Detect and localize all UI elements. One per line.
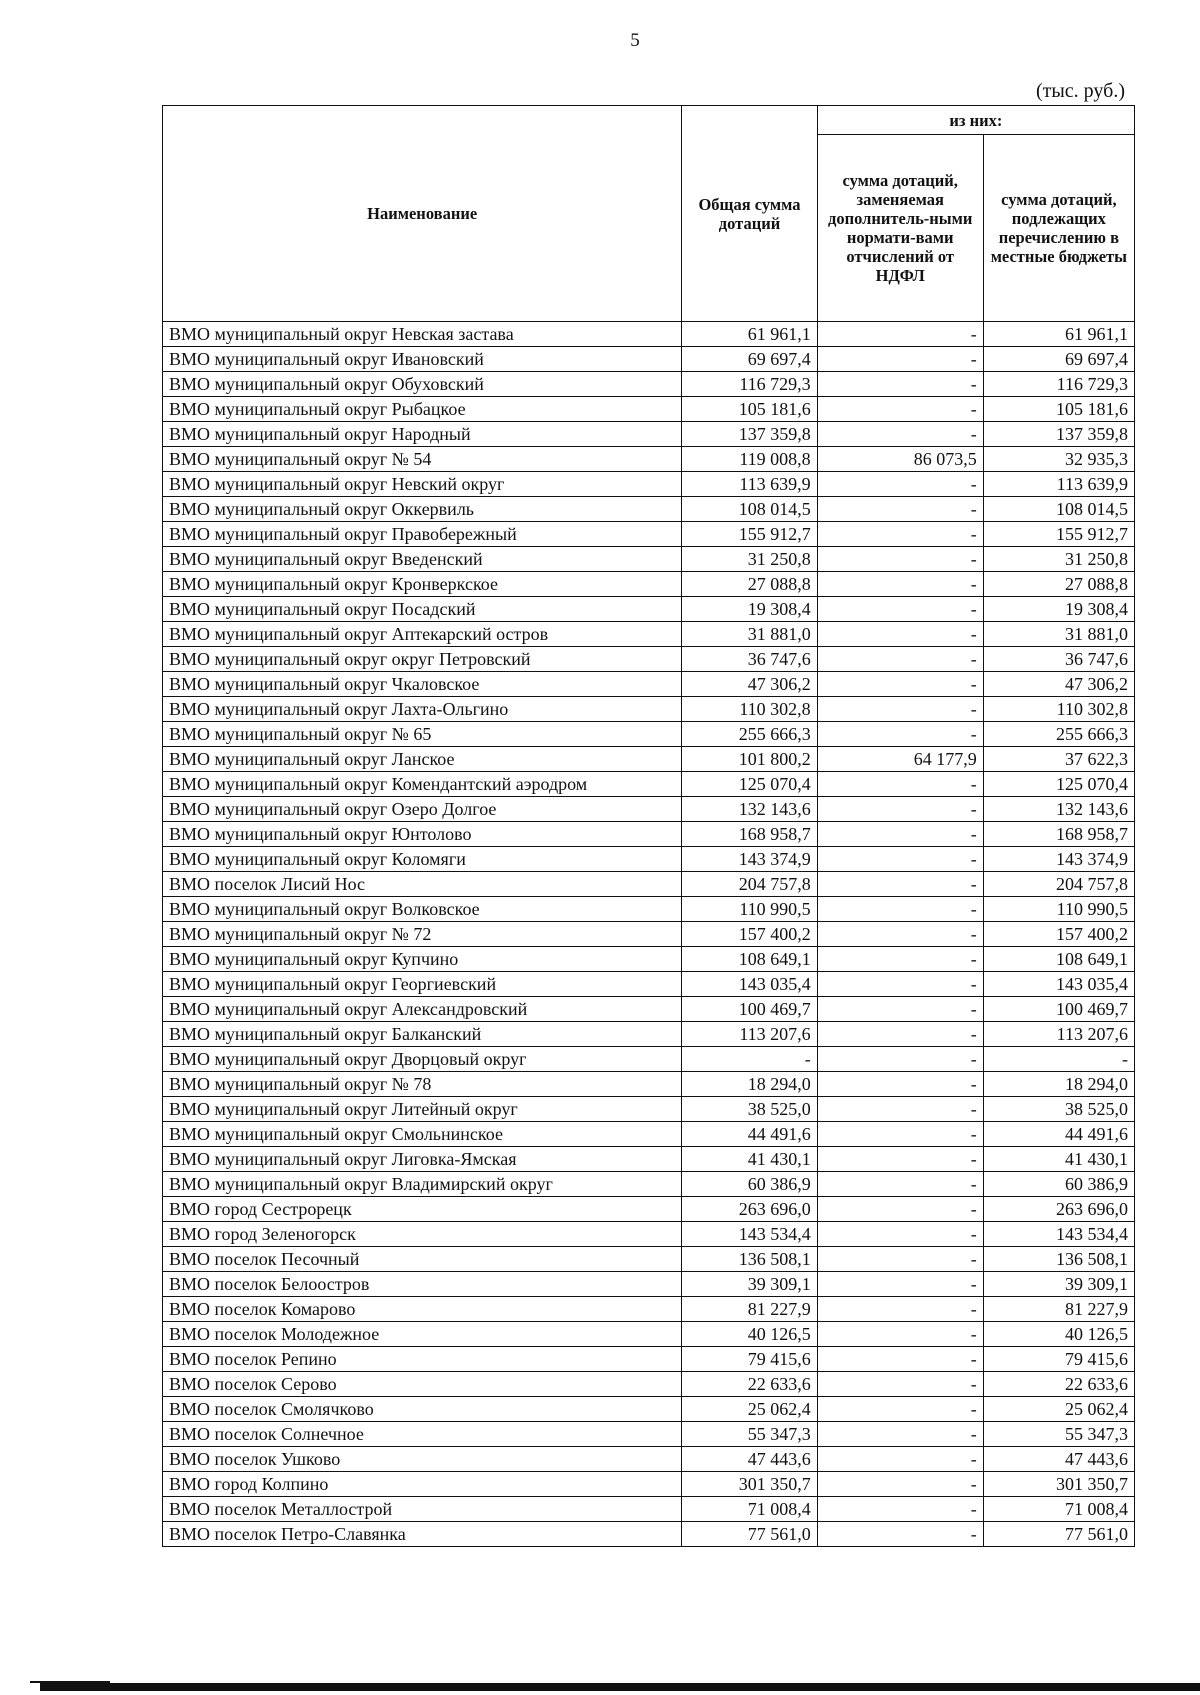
cell-total: 41 430,1 xyxy=(682,1147,817,1172)
cell-local: 301 350,7 xyxy=(983,1472,1134,1497)
table-row xyxy=(163,347,1135,372)
cell-total: 101 800,2 xyxy=(682,747,817,772)
cell-name: ВМО поселок Репино xyxy=(163,1347,682,1372)
cell-ndfl: - xyxy=(817,722,983,747)
cell-total: 79 415,6 xyxy=(682,1347,817,1372)
cell-ndfl: - xyxy=(817,497,983,522)
cell-total: 61 961,1 xyxy=(682,322,817,347)
cell-local: 204 757,8 xyxy=(983,872,1134,897)
table-row xyxy=(163,1372,1135,1397)
cell-ndfl: - xyxy=(817,622,983,647)
table-row xyxy=(163,672,1135,697)
table-row xyxy=(163,472,1135,497)
cell-ndfl: - xyxy=(817,1247,983,1272)
cell-total: 157 400,2 xyxy=(682,922,817,947)
cell-ndfl: - xyxy=(817,522,983,547)
cell-total: 116 729,3 xyxy=(682,372,817,397)
table-row xyxy=(163,997,1135,1022)
table-row xyxy=(163,1172,1135,1197)
table-row xyxy=(163,797,1135,822)
cell-name: ВМО муниципальный округ Лахта-Ольгино xyxy=(163,697,682,722)
cell-total: 105 181,6 xyxy=(682,397,817,422)
cell-ndfl: 64 177,9 xyxy=(817,747,983,772)
cell-name: ВМО муниципальный округ № 78 xyxy=(163,1072,682,1097)
cell-local: 113 207,6 xyxy=(983,1022,1134,1047)
cell-total: 113 639,9 xyxy=(682,472,817,497)
cell-name: ВМО поселок Песочный xyxy=(163,1247,682,1272)
cell-ndfl: - xyxy=(817,597,983,622)
cell-total: 137 359,8 xyxy=(682,422,817,447)
cell-name: ВМО муниципальный округ Владимирский округ xyxy=(163,1172,682,1197)
cell-name: ВМО муниципальный округ Коломяги xyxy=(163,847,682,872)
cell-local: 60 386,9 xyxy=(983,1172,1134,1197)
table-row xyxy=(163,972,1135,997)
cell-ndfl: - xyxy=(817,1447,983,1472)
cell-total: 71 008,4 xyxy=(682,1497,817,1522)
cell-name: ВМО муниципальный округ Озеро Долгое xyxy=(163,797,682,822)
cell-local: 22 633,6 xyxy=(983,1372,1134,1397)
cell-ndfl: - xyxy=(817,697,983,722)
cell-local: 18 294,0 xyxy=(983,1072,1134,1097)
cell-name: ВМО муниципальный округ Волковское xyxy=(163,897,682,922)
cell-local: 113 639,9 xyxy=(983,472,1134,497)
cell-name: ВМО муниципальный округ Смольнинское xyxy=(163,1122,682,1147)
table-row xyxy=(163,322,1135,347)
cell-total: 31 250,8 xyxy=(682,547,817,572)
cell-ndfl: - xyxy=(817,922,983,947)
cell-name: ВМО поселок Белоостров xyxy=(163,1272,682,1297)
cell-name: ВМО муниципальный округ Дворцовый округ xyxy=(163,1047,682,1072)
cell-ndfl: - xyxy=(817,997,983,1022)
cell-local: 137 359,8 xyxy=(983,422,1134,447)
table-row xyxy=(163,847,1135,872)
cell-total: 263 696,0 xyxy=(682,1197,817,1222)
cell-total: 168 958,7 xyxy=(682,822,817,847)
table-row xyxy=(163,1097,1135,1122)
table-row xyxy=(163,1072,1135,1097)
table-row xyxy=(163,1047,1135,1072)
cell-name: ВМО муниципальный округ № 65 xyxy=(163,722,682,747)
cell-name: ВМО поселок Смолячково xyxy=(163,1397,682,1422)
cell-ndfl: - xyxy=(817,947,983,972)
cell-ndfl: - xyxy=(817,1197,983,1222)
cell-ndfl: - xyxy=(817,972,983,997)
cell-name: ВМО муниципальный округ Лиговка-Ямская xyxy=(163,1147,682,1172)
cell-total: 19 308,4 xyxy=(682,597,817,622)
cell-ndfl: - xyxy=(817,547,983,572)
cell-total: 110 302,8 xyxy=(682,697,817,722)
table-row xyxy=(163,1297,1135,1322)
cell-local: 116 729,3 xyxy=(983,372,1134,397)
cell-total: - xyxy=(682,1047,817,1072)
cell-local: 38 525,0 xyxy=(983,1097,1134,1122)
header-local: сумма дотаций, подлежащих перечислению в местные бюджеты xyxy=(983,135,1134,322)
cell-local: 105 181,6 xyxy=(983,397,1134,422)
cell-ndfl: - xyxy=(817,1297,983,1322)
table-row xyxy=(163,772,1135,797)
cell-total: 31 881,0 xyxy=(682,622,817,647)
cell-ndfl: - xyxy=(817,1522,983,1547)
table-row xyxy=(163,522,1135,547)
header-name: Наименование xyxy=(163,106,682,322)
cell-total: 113 207,6 xyxy=(682,1022,817,1047)
cell-local: 69 697,4 xyxy=(983,347,1134,372)
cell-name: ВМО город Зеленогорск xyxy=(163,1222,682,1247)
header-total: Общая сумма дотаций xyxy=(682,106,817,322)
table-row xyxy=(163,697,1135,722)
cell-name: ВМО муниципальный округ Посадский xyxy=(163,597,682,622)
cell-name: ВМО поселок Комарово xyxy=(163,1297,682,1322)
cell-ndfl: - xyxy=(817,1047,983,1072)
cell-total: 143 035,4 xyxy=(682,972,817,997)
table-row xyxy=(163,1347,1135,1372)
table-row xyxy=(163,647,1135,672)
cell-ndfl: - xyxy=(817,872,983,897)
cell-ndfl: - xyxy=(817,647,983,672)
table-row xyxy=(163,872,1135,897)
cell-ndfl: - xyxy=(817,1397,983,1422)
table-row xyxy=(163,1472,1135,1497)
cell-ndfl: - xyxy=(817,347,983,372)
cell-ndfl: - xyxy=(817,422,983,447)
cell-ndfl: - xyxy=(817,1147,983,1172)
table-row xyxy=(163,822,1135,847)
cell-local: 39 309,1 xyxy=(983,1272,1134,1297)
cell-ndfl: - xyxy=(817,847,983,872)
cell-local: 47 443,6 xyxy=(983,1447,1134,1472)
table-row xyxy=(163,497,1135,522)
table-row xyxy=(163,1522,1135,1547)
table-row xyxy=(163,922,1135,947)
cell-local: 143 534,4 xyxy=(983,1222,1134,1247)
table-row xyxy=(163,1147,1135,1172)
cell-total: 44 491,6 xyxy=(682,1122,817,1147)
cell-ndfl: - xyxy=(817,372,983,397)
units-note: (тыс. руб.) xyxy=(1035,80,1125,102)
cell-total: 301 350,7 xyxy=(682,1472,817,1497)
table-row xyxy=(163,1422,1135,1447)
cell-name: ВМО муниципальный округ № 54 xyxy=(163,447,682,472)
cell-total: 132 143,6 xyxy=(682,797,817,822)
cell-local: 79 415,6 xyxy=(983,1347,1134,1372)
page-number: 5 xyxy=(630,30,640,51)
cell-local: 110 302,8 xyxy=(983,697,1134,722)
cell-local: 263 696,0 xyxy=(983,1197,1134,1222)
cell-local: 19 308,4 xyxy=(983,597,1134,622)
cell-ndfl: - xyxy=(817,797,983,822)
table-row xyxy=(163,1247,1135,1272)
cell-total: 81 227,9 xyxy=(682,1297,817,1322)
cell-name: ВМО муниципальный округ Оккервиль xyxy=(163,497,682,522)
cell-name: ВМО муниципальный округ Невская застава xyxy=(163,322,682,347)
cell-name: ВМО муниципальный округ Георгиевский xyxy=(163,972,682,997)
cell-ndfl: - xyxy=(817,1072,983,1097)
table-row xyxy=(163,1222,1135,1247)
cell-total: 204 757,8 xyxy=(682,872,817,897)
subsidies-table xyxy=(162,105,1135,1547)
cell-local: 136 508,1 xyxy=(983,1247,1134,1272)
table-row xyxy=(163,422,1135,447)
cell-local: 168 958,7 xyxy=(983,822,1134,847)
table-row xyxy=(163,1322,1135,1347)
table-row xyxy=(163,1272,1135,1297)
cell-local: 32 935,3 xyxy=(983,447,1134,472)
cell-total: 47 306,2 xyxy=(682,672,817,697)
cell-local: - xyxy=(983,1047,1134,1072)
table-row xyxy=(163,1197,1135,1222)
cell-name: ВМО поселок Ушково xyxy=(163,1447,682,1472)
table-row xyxy=(163,1497,1135,1522)
cell-ndfl: - xyxy=(817,1172,983,1197)
cell-ndfl: - xyxy=(817,897,983,922)
cell-name: ВМО поселок Металлострой xyxy=(163,1497,682,1522)
cell-ndfl: - xyxy=(817,397,983,422)
cell-local: 55 347,3 xyxy=(983,1422,1134,1447)
table-row xyxy=(163,397,1135,422)
scan-edge-bar xyxy=(40,1683,1200,1691)
cell-local: 27 088,8 xyxy=(983,572,1134,597)
table-row xyxy=(163,622,1135,647)
cell-name: ВМО муниципальный округ Литейный округ xyxy=(163,1097,682,1122)
cell-local: 81 227,9 xyxy=(983,1297,1134,1322)
cell-total: 36 747,6 xyxy=(682,647,817,672)
cell-local: 41 430,1 xyxy=(983,1147,1134,1172)
cell-ndfl: 86 073,5 xyxy=(817,447,983,472)
table-row xyxy=(163,372,1135,397)
cell-name: ВМО муниципальный округ Ланское xyxy=(163,747,682,772)
cell-name: ВМО муниципальный округ № 72 xyxy=(163,922,682,947)
cell-total: 100 469,7 xyxy=(682,997,817,1022)
cell-ndfl: - xyxy=(817,822,983,847)
cell-ndfl: - xyxy=(817,1347,983,1372)
cell-name: ВМО муниципальный округ Невский округ xyxy=(163,472,682,497)
cell-total: 143 534,4 xyxy=(682,1222,817,1247)
cell-name: ВМО муниципальный округ Аптекарский остров xyxy=(163,622,682,647)
cell-total: 47 443,6 xyxy=(682,1447,817,1472)
table-row xyxy=(163,547,1135,572)
table-row xyxy=(163,572,1135,597)
cell-total: 77 561,0 xyxy=(682,1522,817,1547)
table-row xyxy=(163,722,1135,747)
cell-name: ВМО муниципальный округ Балканский xyxy=(163,1022,682,1047)
cell-total: 22 633,6 xyxy=(682,1372,817,1397)
cell-name: ВМО муниципальный округ Кронверкское xyxy=(163,572,682,597)
cell-name: ВМО город Колпино xyxy=(163,1472,682,1497)
cell-local: 61 961,1 xyxy=(983,322,1134,347)
cell-ndfl: - xyxy=(817,772,983,797)
cell-name: ВМО муниципальный округ Купчино xyxy=(163,947,682,972)
cell-name: ВМО поселок Петро-Славянка xyxy=(163,1522,682,1547)
cell-ndfl: - xyxy=(817,1097,983,1122)
cell-local: 143 374,9 xyxy=(983,847,1134,872)
cell-local: 157 400,2 xyxy=(983,922,1134,947)
cell-name: ВМО муниципальный округ Правобережный xyxy=(163,522,682,547)
cell-total: 18 294,0 xyxy=(682,1072,817,1097)
cell-total: 110 990,5 xyxy=(682,897,817,922)
cell-total: 136 508,1 xyxy=(682,1247,817,1272)
cell-local: 255 666,3 xyxy=(983,722,1134,747)
cell-total: 143 374,9 xyxy=(682,847,817,872)
cell-local: 25 062,4 xyxy=(983,1397,1134,1422)
cell-local: 31 250,8 xyxy=(983,547,1134,572)
cell-local: 143 035,4 xyxy=(983,972,1134,997)
cell-ndfl: - xyxy=(817,672,983,697)
cell-local: 110 990,5 xyxy=(983,897,1134,922)
cell-total: 108 649,1 xyxy=(682,947,817,972)
cell-name: ВМО муниципальный округ Народный xyxy=(163,422,682,447)
cell-ndfl: - xyxy=(817,322,983,347)
table-row xyxy=(163,447,1135,472)
cell-ndfl: - xyxy=(817,1472,983,1497)
cell-ndfl: - xyxy=(817,1422,983,1447)
cell-total: 108 014,5 xyxy=(682,497,817,522)
cell-total: 55 347,3 xyxy=(682,1422,817,1447)
cell-local: 47 306,2 xyxy=(983,672,1134,697)
cell-total: 69 697,4 xyxy=(682,347,817,372)
table-row xyxy=(163,1397,1135,1422)
cell-local: 44 491,6 xyxy=(983,1122,1134,1147)
cell-name: ВМО поселок Солнечное xyxy=(163,1422,682,1447)
table-body xyxy=(163,322,1135,1547)
cell-ndfl: - xyxy=(817,1372,983,1397)
cell-local: 108 014,5 xyxy=(983,497,1134,522)
cell-local: 71 008,4 xyxy=(983,1497,1134,1522)
cell-name: ВМО поселок Лисий Нос xyxy=(163,872,682,897)
cell-ndfl: - xyxy=(817,1222,983,1247)
cell-local: 100 469,7 xyxy=(983,997,1134,1022)
cell-total: 155 912,7 xyxy=(682,522,817,547)
header-group: из них: xyxy=(817,106,1134,135)
cell-local: 36 747,6 xyxy=(983,647,1134,672)
cell-name: ВМО город Сестрорецк xyxy=(163,1197,682,1222)
cell-ndfl: - xyxy=(817,572,983,597)
table-row xyxy=(163,897,1135,922)
cell-total: 255 666,3 xyxy=(682,722,817,747)
cell-ndfl: - xyxy=(817,1497,983,1522)
cell-local: 37 622,3 xyxy=(983,747,1134,772)
cell-local: 125 070,4 xyxy=(983,772,1134,797)
table-row xyxy=(163,947,1135,972)
table-row xyxy=(163,747,1135,772)
cell-ndfl: - xyxy=(817,1272,983,1297)
cell-total: 38 525,0 xyxy=(682,1097,817,1122)
cell-total: 60 386,9 xyxy=(682,1172,817,1197)
cell-name: ВМО муниципальный округ Александровский xyxy=(163,997,682,1022)
table-row xyxy=(163,597,1135,622)
cell-name: ВМО муниципальный округ Чкаловское xyxy=(163,672,682,697)
cell-local: 108 649,1 xyxy=(983,947,1134,972)
cell-name: ВМО муниципальный округ Введенский xyxy=(163,547,682,572)
cell-ndfl: - xyxy=(817,472,983,497)
table-row xyxy=(163,1122,1135,1147)
cell-name: ВМО муниципальный округ Ивановский xyxy=(163,347,682,372)
cell-ndfl: - xyxy=(817,1122,983,1147)
cell-local: 40 126,5 xyxy=(983,1322,1134,1347)
cell-name: ВМО поселок Серово xyxy=(163,1372,682,1397)
cell-name: ВМО муниципальный округ округ Петровский xyxy=(163,647,682,672)
cell-local: 132 143,6 xyxy=(983,797,1134,822)
cell-name: ВМО муниципальный округ Комендантский аэродром xyxy=(163,772,682,797)
cell-name: ВМО муниципальный округ Рыбацкое xyxy=(163,397,682,422)
cell-total: 39 309,1 xyxy=(682,1272,817,1297)
cell-total: 27 088,8 xyxy=(682,572,817,597)
cell-local: 77 561,0 xyxy=(983,1522,1134,1547)
cell-name: ВМО муниципальный округ Обуховский xyxy=(163,372,682,397)
cell-total: 25 062,4 xyxy=(682,1397,817,1422)
cell-total: 125 070,4 xyxy=(682,772,817,797)
cell-local: 155 912,7 xyxy=(983,522,1134,547)
table-row xyxy=(163,1022,1135,1047)
cell-ndfl: - xyxy=(817,1322,983,1347)
cell-name: ВМО муниципальный округ Юнтолово xyxy=(163,822,682,847)
cell-total: 40 126,5 xyxy=(682,1322,817,1347)
table-row xyxy=(163,1447,1135,1472)
cell-total: 119 008,8 xyxy=(682,447,817,472)
header-ndfl: сумма дотаций, заменяемая дополнитель-ными нормати-вами отчислений от НДФЛ xyxy=(817,135,983,322)
cell-local: 31 881,0 xyxy=(983,622,1134,647)
cell-name: ВМО поселок Молодежное xyxy=(163,1322,682,1347)
cell-ndfl: - xyxy=(817,1022,983,1047)
